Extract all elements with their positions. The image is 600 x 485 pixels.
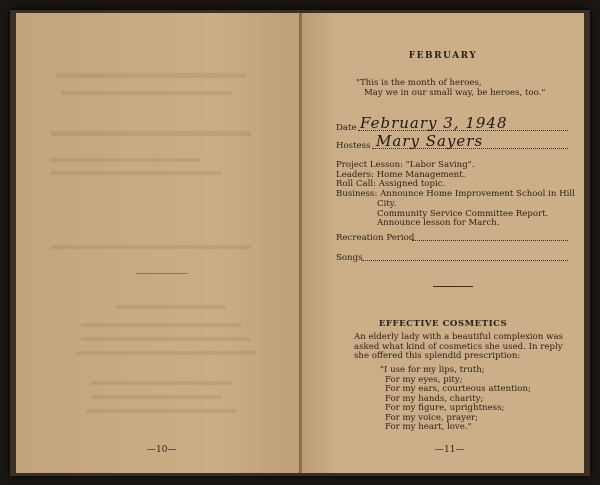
bleed-through bbox=[61, 91, 231, 95]
hostess-handwritten: Mary Sayers bbox=[376, 132, 484, 150]
leaders: Leaders: Home Management. bbox=[336, 169, 466, 180]
bleed-through bbox=[56, 73, 246, 78]
business-line: Business: Announce Home Improvement School in Hill bbox=[336, 189, 575, 200]
quote-line: May we in our small way, be heroes, too." bbox=[364, 88, 546, 98]
date-handwritten: February 3, 1948 bbox=[360, 114, 508, 132]
bleed-through bbox=[86, 409, 236, 413]
bleed-through bbox=[116, 305, 226, 309]
divider-line bbox=[136, 273, 188, 274]
bleed-through bbox=[76, 351, 256, 355]
prescription-poem bbox=[380, 366, 531, 433]
bleed-through bbox=[81, 337, 251, 341]
roll-call: Roll Call: Assigned topic. bbox=[336, 179, 446, 190]
page-number: —10— bbox=[147, 445, 177, 455]
songs-rule bbox=[362, 260, 568, 261]
business-line: Announce lesson for March. bbox=[377, 218, 500, 229]
songs-label: Songs bbox=[336, 253, 363, 263]
songs-field bbox=[336, 249, 568, 263]
quote-line: "This is the month of heroes, bbox=[356, 78, 482, 88]
poem-line: For my eyes, pity; bbox=[385, 374, 463, 385]
poem-line: For my heart, love." bbox=[385, 422, 472, 432]
hostess-label: Hostess bbox=[336, 141, 371, 151]
poem-line: For my figure, uprightness; bbox=[385, 403, 505, 413]
bleed-through bbox=[51, 131, 251, 136]
page-number: —11— bbox=[435, 445, 465, 455]
recreation-field bbox=[336, 229, 568, 243]
poem-line: For my voice, prayer; bbox=[385, 412, 479, 423]
bleed-through bbox=[51, 245, 251, 249]
date-label: Date bbox=[336, 123, 357, 133]
recreation-label: Recreation Period bbox=[336, 233, 415, 243]
bleed-through bbox=[91, 395, 221, 399]
month-quote bbox=[356, 78, 545, 98]
bleed-through bbox=[81, 323, 241, 327]
month-heading: FEBRUARY bbox=[408, 51, 478, 61]
poem-line: "I use for my lips, truth; bbox=[380, 365, 485, 375]
poem-line: For my ears, courteous attention; bbox=[385, 384, 531, 394]
bleed-through bbox=[91, 381, 231, 385]
left-page bbox=[16, 13, 300, 473]
meeting-program bbox=[336, 161, 575, 229]
cosmetics-paragraph bbox=[354, 333, 569, 362]
business-line: Community Service Committee Report. bbox=[377, 208, 549, 219]
paragraph-line: she offered this splendid prescription: bbox=[354, 351, 521, 362]
section-title: EFFECTIVE COSMETICS bbox=[378, 319, 508, 329]
bleed-through bbox=[51, 158, 201, 162]
paragraph-line: An elderly lady with a beautiful complexion was bbox=[354, 332, 564, 342]
date-field bbox=[336, 114, 568, 133]
bleed-through bbox=[51, 171, 221, 175]
section-divider bbox=[433, 286, 473, 287]
business-line: City. bbox=[377, 198, 397, 209]
recreation-rule bbox=[412, 240, 568, 241]
paragraph-line: asked what kind of cosmetics she used. In reply bbox=[354, 341, 563, 352]
poem-line: For my hands, charity; bbox=[385, 393, 484, 404]
right-page bbox=[302, 13, 584, 473]
booklet-spread bbox=[10, 10, 590, 476]
project-lesson: Project Lesson: "Labor Saving". bbox=[336, 160, 475, 170]
hostess-field bbox=[336, 132, 568, 151]
